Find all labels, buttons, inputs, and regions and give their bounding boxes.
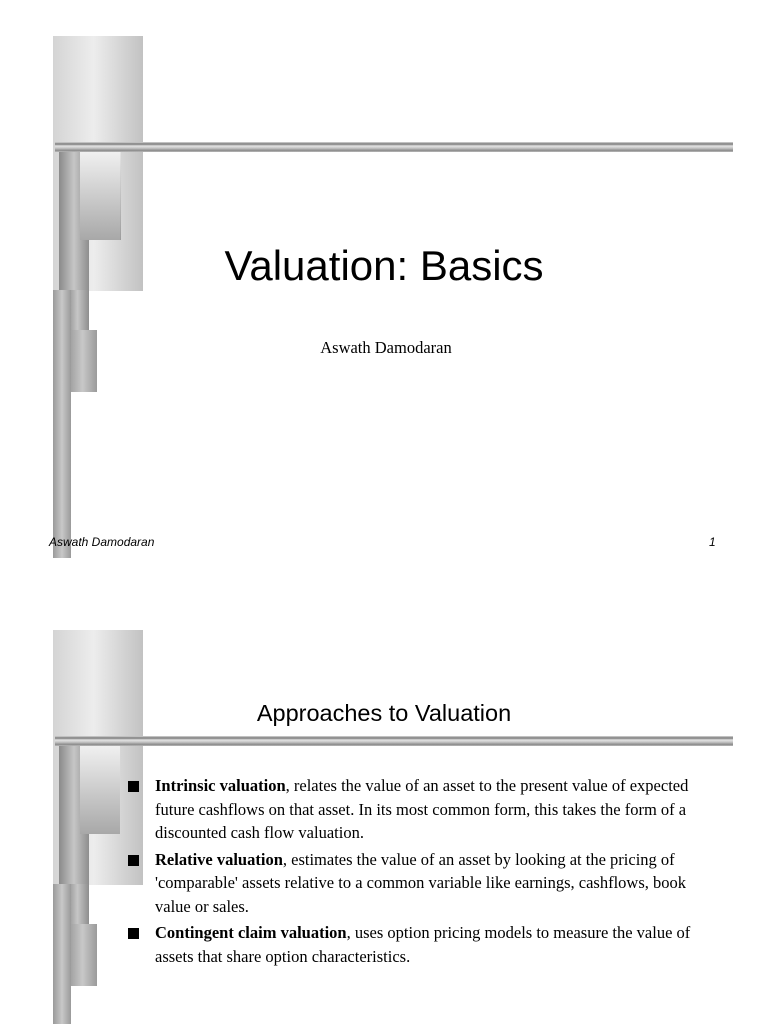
header-rule [55,736,733,746]
bullet-list [128,774,718,971]
bullet-term: Intrinsic valuation [155,776,286,795]
list-item [128,921,718,968]
page-number: 1 [709,535,716,549]
square-bullet-icon [128,781,139,792]
bullet-term: Contingent claim valuation [155,923,347,942]
list-item [128,774,718,845]
bullet-text: , estimates the value of an asset by looking at the pricing of 'comparable' assets relative to a common variable like earnings, cashflows, book value or sales. [155,849,687,916]
slide-2 [0,594,768,1024]
author-name: Aswath Damodaran [320,338,452,357]
square-bullet-icon [128,855,139,866]
bullet-text: , uses option pricing models to measure the value of assets that share option characteristics. [155,923,691,966]
header-rule [55,142,733,152]
slide-title: Valuation: Basics [224,242,544,289]
list-item [128,848,718,919]
footer-author: Aswath Damodaran [49,535,155,549]
decorative-bars [0,0,160,594]
slide-title: Approaches to Valuation [256,700,512,726]
bullet-term: Relative valuation [155,849,283,869]
square-bullet-icon [128,928,139,939]
bullet-text: , relates the value of an asset to the present value of expected future cashflows on that asset. In its most common form, this takes the form of a discounted cash flow valuation. [155,776,689,842]
